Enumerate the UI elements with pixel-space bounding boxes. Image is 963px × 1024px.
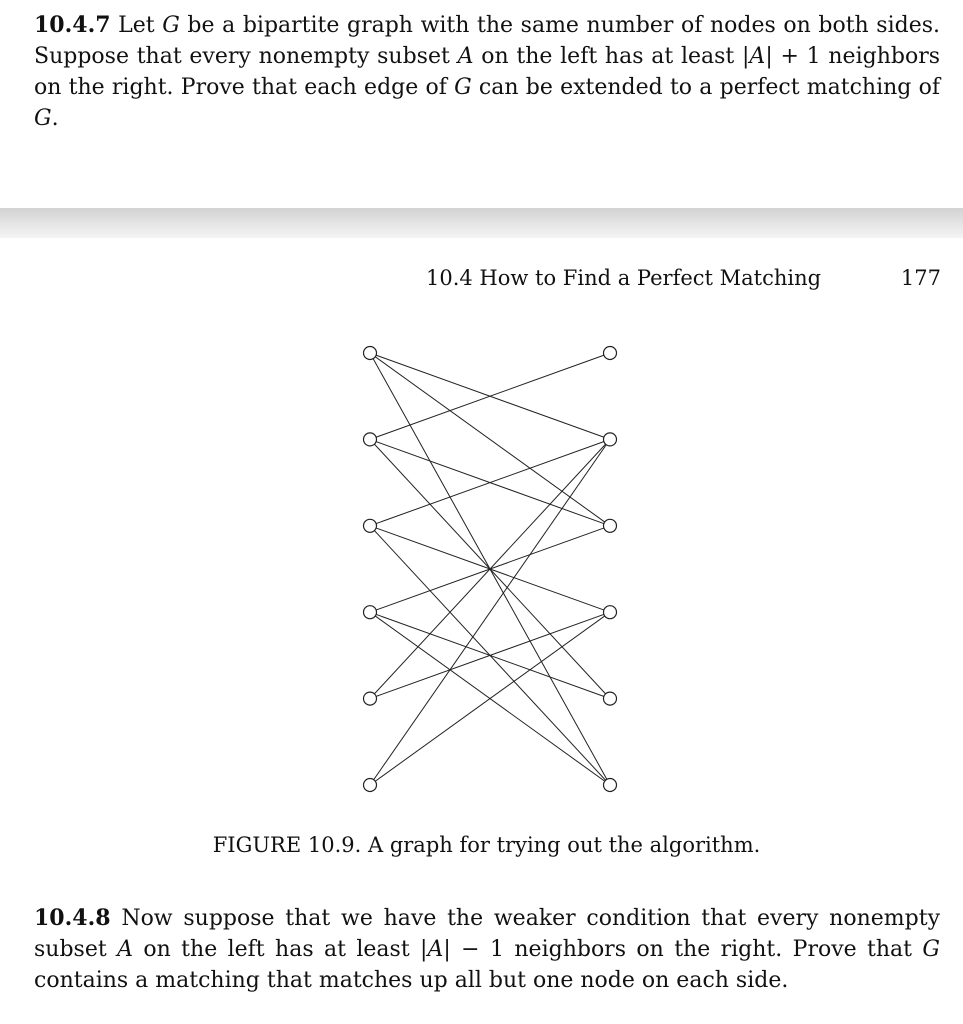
- graph-edge: [370, 353, 610, 526]
- right-node: [604, 433, 617, 446]
- page-divider: [0, 208, 963, 238]
- graph-edge: [370, 439, 610, 785]
- math-symbol: G: [34, 106, 52, 131]
- math-symbol: A: [117, 937, 133, 962]
- exercise-10-4-7: [34, 10, 940, 134]
- bipartite-graph-figure: [340, 333, 630, 793]
- exercise-number: 10.4.8: [34, 905, 111, 931]
- running-head: 10.4 How to Find a Perfect Matching: [426, 266, 822, 290]
- left-node: [364, 347, 377, 360]
- figure-caption: FIGURE 10.9. A graph for trying out the algorithm.: [212, 833, 761, 857]
- math-symbol: A: [457, 44, 474, 69]
- left-node: [364, 692, 377, 705]
- right-node: [604, 779, 617, 792]
- math-symbol: G: [454, 75, 472, 100]
- left-node: [364, 433, 377, 446]
- page-top: [0, 0, 963, 208]
- left-node: [364, 519, 377, 532]
- page-number: 177: [900, 266, 941, 290]
- math-symbol: G: [162, 13, 180, 38]
- math-symbol: G: [922, 937, 940, 962]
- exercise-10-4-8: [34, 903, 940, 996]
- graph-edges: [370, 353, 610, 785]
- exercise-text: Let G be a bipartite graph with the same number of nodes on both sides. Suppose that every nonempty subset A on the left has at least |A| + 1 neighbors on the right. Prove that each edge of G can be extended to a perfect matching of G.: [34, 13, 941, 131]
- left-node: [364, 779, 377, 792]
- right-node: [604, 347, 617, 360]
- exercise-number: 10.4.7: [34, 12, 111, 38]
- page-bottom: [0, 238, 963, 1024]
- left-node: [364, 606, 377, 619]
- right-node: [604, 519, 617, 532]
- exercise-text: Now suppose that we have the weaker condition that every nonempty subset A on the left has at least |A| − 1 neighbors on the right. Prove that G contains a matching that matches up all but one node on each side.: [34, 906, 940, 993]
- right-node: [604, 606, 617, 619]
- math-symbol: A: [749, 44, 766, 69]
- right-node: [604, 692, 617, 705]
- math-symbol: A: [427, 937, 444, 962]
